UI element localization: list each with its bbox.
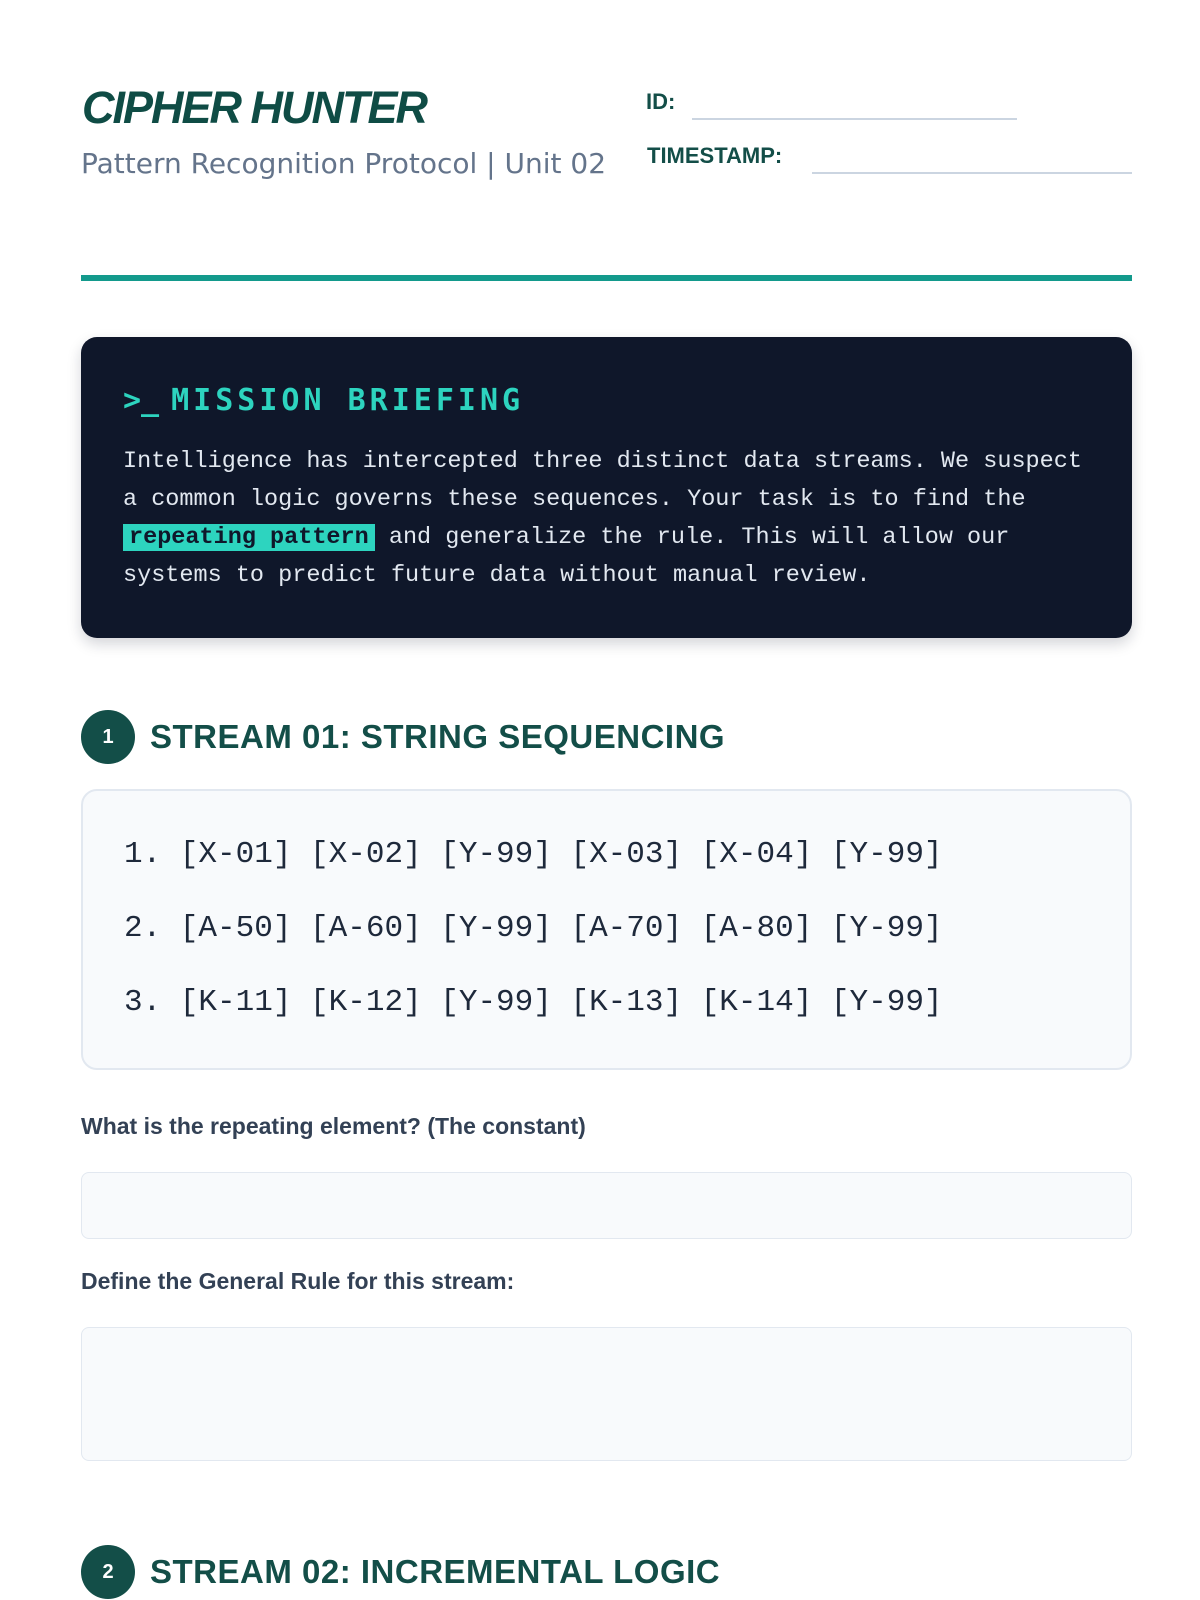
stream1-title: STREAM 01: STRING SEQUENCING xyxy=(150,718,726,755)
stream2-header xyxy=(81,1545,720,1599)
terminal-prompt-icon: >_ xyxy=(123,383,160,418)
briefing-text-part2: and generalize the rule. This will allow our systems to predict future data without manual review. xyxy=(123,524,1010,589)
sequence-row: 3. [K-11] [K-12] [Y-99] [K-13] [K-14] [Y-99] xyxy=(124,985,943,1020)
sequence-row: 2. [A-50] [A-60] [Y-99] [A-70] [A-80] [Y-99] xyxy=(124,911,943,946)
general-rule-answer-field[interactable] xyxy=(81,1327,1132,1461)
mission-briefing-panel xyxy=(81,337,1132,638)
highlighted-term: repeating pattern xyxy=(123,524,375,551)
briefing-heading xyxy=(123,383,524,418)
briefing-title: MISSION BRIEFING xyxy=(171,383,525,418)
page-subtitle: Pattern Recognition Protocol | Unit 02 xyxy=(81,147,607,180)
stream2-number-badge: 2 xyxy=(81,1545,135,1599)
header-divider xyxy=(81,275,1132,281)
sequence-row: 1. [X-01] [X-02] [Y-99] [X-03] [X-04] [Y-99] xyxy=(124,837,943,872)
question-general-rule: Define the General Rule for this stream: xyxy=(81,1268,515,1294)
briefing-text-part1: Intelligence has intercepted three distinct data streams. We suspect a common logic governs these sequences. Your task is to find the xyxy=(123,448,1082,513)
repeating-element-answer-field[interactable] xyxy=(81,1172,1132,1239)
id-field-line[interactable] xyxy=(692,118,1017,120)
stream1-header xyxy=(81,710,725,764)
question-repeating-element: What is the repeating element? (The constant) xyxy=(81,1113,586,1139)
sequence-box xyxy=(81,789,1132,1070)
id-label: ID: xyxy=(646,89,676,114)
timestamp-label: TIMESTAMP: xyxy=(647,143,783,168)
stream2-title: STREAM 02: INCREMENTAL LOGIC xyxy=(150,1553,721,1590)
timestamp-field-line[interactable] xyxy=(812,172,1132,174)
briefing-text xyxy=(123,443,1098,595)
stream1-number-badge: 1 xyxy=(81,710,135,764)
page-title: CIPHER HUNTER xyxy=(82,82,427,133)
